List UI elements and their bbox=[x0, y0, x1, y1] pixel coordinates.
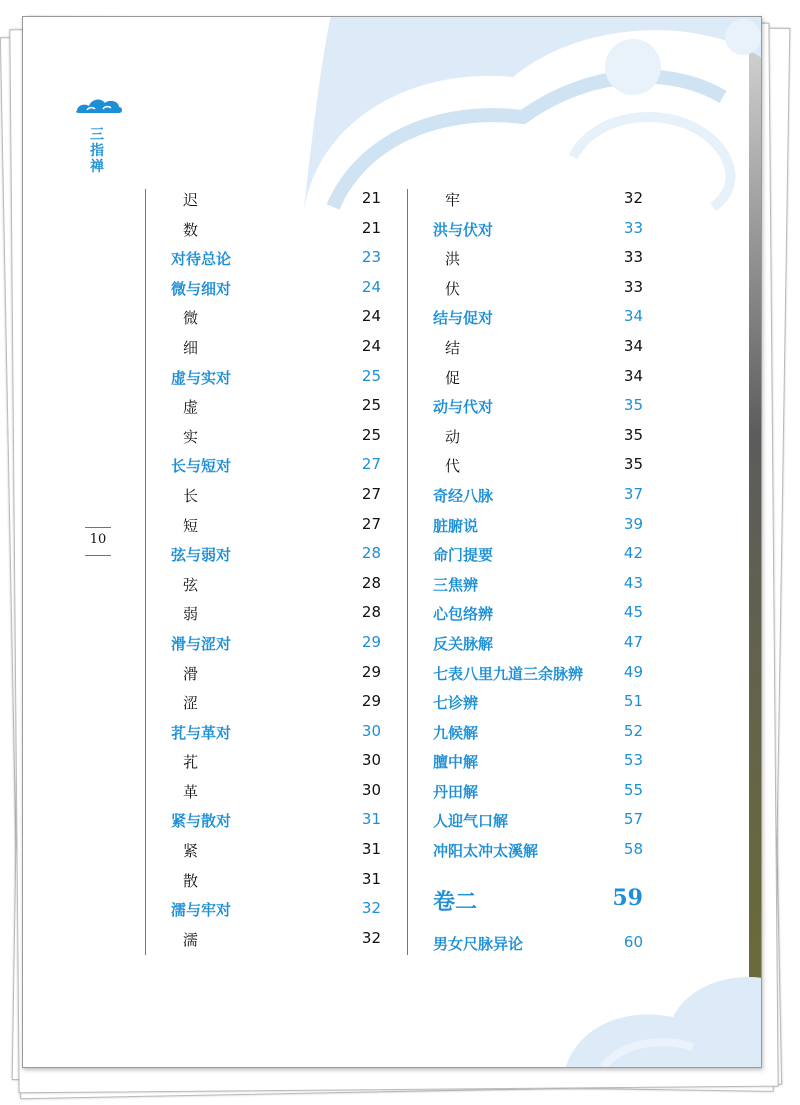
toc-entry-title: 弱 bbox=[183, 605, 199, 624]
toc-entry-page: 60 bbox=[623, 933, 643, 951]
toc-entry-page: 31 bbox=[361, 840, 381, 859]
toc-entry-page: 24 bbox=[361, 307, 381, 326]
toc-entry-page: 34 bbox=[623, 307, 643, 326]
toc-entry-page: 28 bbox=[361, 603, 381, 622]
toc-heading-entry[interactable] bbox=[433, 659, 643, 689]
toc-sub-entry[interactable] bbox=[171, 570, 381, 600]
toc-entry-title: 洪与伏对 bbox=[433, 220, 494, 239]
toc-heading-entry[interactable] bbox=[171, 629, 381, 659]
toc-entry-title: 短 bbox=[183, 516, 199, 535]
toc-heading-entry[interactable] bbox=[433, 540, 643, 570]
toc-entry-title: 膻中解 bbox=[433, 753, 479, 772]
toc-entry-title: 结与促对 bbox=[433, 309, 494, 328]
toc-entry-title: 滑 bbox=[183, 664, 199, 683]
toc-entry-page: 33 bbox=[623, 248, 643, 267]
toc-entry-page: 42 bbox=[623, 544, 643, 563]
toc-sub-entry[interactable] bbox=[171, 747, 381, 777]
toc-entry-title: 人迎气口解 bbox=[433, 812, 509, 831]
toc-heading-entry[interactable] bbox=[433, 570, 643, 600]
toc-entry-page: 25 bbox=[361, 425, 381, 444]
toc-entry-title: 心包络辨 bbox=[433, 605, 494, 624]
toc-entry-title: 七诊辨 bbox=[433, 694, 479, 713]
toc-entry-title: 丹田解 bbox=[433, 782, 479, 801]
toc-entry-page: 35 bbox=[623, 396, 643, 415]
toc-entry-page: 45 bbox=[623, 603, 643, 622]
toc-entry-page: 24 bbox=[361, 336, 381, 355]
toc-entry-title: 九候解 bbox=[433, 723, 479, 742]
toc-sub-entry[interactable] bbox=[171, 215, 381, 245]
toc-entry-title: 革 bbox=[183, 782, 199, 801]
toc-entry-page: 49 bbox=[623, 662, 643, 681]
toc-entry-title: 弦与弱对 bbox=[171, 546, 232, 565]
toc-entry-page: 30 bbox=[361, 751, 381, 770]
toc-entry-title: 反关脉解 bbox=[433, 634, 494, 653]
toc-entry-title: 芤与革对 bbox=[171, 723, 232, 742]
toc-entry-page: 27 bbox=[361, 455, 381, 474]
toc-entry-page: 28 bbox=[361, 544, 381, 563]
toc-entry-title: 洪 bbox=[445, 250, 461, 269]
toc-heading-entry[interactable] bbox=[171, 540, 381, 570]
toc-entry-page: 32 bbox=[623, 189, 643, 207]
running-book-title: 三指禅 bbox=[90, 127, 104, 175]
toc-sub-entry[interactable] bbox=[433, 244, 643, 274]
toc-entry-title: 紧与散对 bbox=[171, 812, 232, 831]
volume-page: 59 bbox=[612, 885, 643, 911]
toc-sub-entry[interactable] bbox=[171, 481, 381, 511]
toc-entry-title: 濡与牢对 bbox=[171, 901, 232, 920]
toc-heading-entry[interactable] bbox=[433, 303, 643, 333]
toc-entry-page: 43 bbox=[623, 573, 643, 592]
toc-sub-entry[interactable] bbox=[171, 866, 381, 896]
toc-heading-entry[interactable] bbox=[433, 215, 643, 245]
toc-sub-entry[interactable] bbox=[433, 274, 643, 304]
toc-entry-page: 31 bbox=[361, 810, 381, 829]
toc-sub-entry[interactable] bbox=[171, 392, 381, 422]
toc-entry-page: 23 bbox=[361, 248, 381, 267]
toc-entry-page: 30 bbox=[361, 780, 381, 799]
toc-entry-title: 紧 bbox=[183, 842, 199, 861]
toc-entry-title: 动与代对 bbox=[433, 398, 494, 417]
toc-sub-entry[interactable] bbox=[433, 451, 643, 481]
toc-heading-entry[interactable] bbox=[433, 392, 643, 422]
toc-heading-entry[interactable] bbox=[171, 895, 381, 925]
toc-sub-entry[interactable] bbox=[433, 363, 643, 393]
toc-entry-title: 散 bbox=[183, 871, 199, 890]
toc-entry-page: 51 bbox=[623, 692, 643, 711]
toc-entry-page: 29 bbox=[361, 662, 381, 681]
toc-heading-entry[interactable] bbox=[171, 806, 381, 836]
toc-entry-page: 32 bbox=[361, 899, 381, 918]
toc-entry-page: 35 bbox=[623, 425, 643, 444]
folio-rule-top bbox=[85, 527, 111, 528]
toc-sub-entry[interactable] bbox=[171, 511, 381, 541]
toc-sub-entry[interactable] bbox=[171, 333, 381, 363]
toc-entry-title: 微与细对 bbox=[171, 279, 232, 298]
toc-right-column bbox=[433, 185, 643, 866]
toc-entry-page: 21 bbox=[361, 218, 381, 237]
toc-entry-page: 30 bbox=[361, 721, 381, 740]
toc-heading-entry[interactable] bbox=[433, 806, 643, 836]
toc-sub-entry[interactable] bbox=[433, 185, 643, 215]
toc-entry-page: 37 bbox=[623, 484, 643, 503]
toc-sub-entry[interactable] bbox=[171, 836, 381, 866]
toc-sub-entry[interactable] bbox=[171, 185, 381, 215]
toc-entry-title: 动 bbox=[445, 427, 461, 446]
toc-entry-title: 滑与涩对 bbox=[171, 634, 232, 653]
toc-entry-page: 29 bbox=[361, 692, 381, 711]
toc-sub-entry[interactable] bbox=[171, 925, 381, 955]
toc-entry-title: 虚 bbox=[183, 398, 199, 417]
toc-entry-page: 21 bbox=[361, 189, 381, 207]
auspicious-cloud-icon bbox=[73, 93, 125, 117]
toc-entry-page: 57 bbox=[623, 810, 643, 829]
toc-volume-heading[interactable] bbox=[433, 885, 643, 919]
toc-heading-entry[interactable] bbox=[171, 718, 381, 748]
toc-entry-title: 弦 bbox=[183, 575, 199, 594]
toc-entry-title: 奇经八脉 bbox=[433, 486, 494, 505]
toc-sub-entry[interactable] bbox=[171, 303, 381, 333]
toc-sub-entry[interactable] bbox=[433, 422, 643, 452]
toc-sub-entry[interactable] bbox=[171, 599, 381, 629]
toc-entry-title: 脏腑说 bbox=[433, 516, 479, 535]
toc-entry-title: 涩 bbox=[183, 694, 199, 713]
toc-entry-page: 34 bbox=[623, 366, 643, 385]
toc-entry-page: 52 bbox=[623, 721, 643, 740]
page-number: 10 bbox=[89, 532, 107, 547]
cloud-pattern-icon bbox=[563, 957, 762, 1068]
toc-entry-page: 55 bbox=[623, 780, 643, 799]
toc-entry-page: 34 bbox=[623, 336, 643, 355]
toc-entry-title: 七表八里九道三余脉辨 bbox=[433, 664, 584, 683]
toc-entry-page: 39 bbox=[623, 514, 643, 533]
toc-entry-title: 实 bbox=[183, 427, 199, 446]
toc-entry-page: 58 bbox=[623, 840, 643, 859]
toc-entry-title: 芤 bbox=[183, 753, 199, 772]
book-page bbox=[22, 16, 762, 1068]
toc-heading-entry[interactable] bbox=[171, 451, 381, 481]
toc-heading-entry[interactable] bbox=[433, 481, 643, 511]
toc-entry-title: 代 bbox=[445, 457, 461, 476]
folio-rule-bottom bbox=[85, 555, 111, 556]
toc-entry-page: 29 bbox=[361, 632, 381, 651]
toc-heading-entry[interactable] bbox=[433, 688, 643, 718]
left-column-rule bbox=[145, 189, 146, 955]
toc-heading-entry[interactable] bbox=[433, 511, 643, 541]
toc-entry-title: 结 bbox=[445, 338, 461, 357]
toc-heading-entry[interactable] bbox=[433, 747, 643, 777]
toc-entry-page: 27 bbox=[361, 484, 381, 503]
toc-entry-page: 31 bbox=[361, 869, 381, 888]
toc-entry-title: 男女尺脉异论 bbox=[433, 935, 524, 953]
toc-sub-entry[interactable] bbox=[433, 333, 643, 363]
toc-heading-entry[interactable] bbox=[171, 363, 381, 393]
toc-heading-entry[interactable] bbox=[433, 777, 643, 807]
toc-entry-page: 28 bbox=[361, 573, 381, 592]
toc-entry-page: 25 bbox=[361, 366, 381, 385]
toc-entry-page: 33 bbox=[623, 218, 643, 237]
toc-entry-title: 长与短对 bbox=[171, 457, 232, 476]
toc-entry-page: 32 bbox=[361, 928, 381, 947]
toc-entry-title: 微 bbox=[183, 309, 199, 328]
toc-entry-title: 三焦辨 bbox=[433, 575, 479, 594]
toc-entry-page: 47 bbox=[623, 632, 643, 651]
volume-title: 卷二 bbox=[433, 889, 478, 915]
toc-entry-page: 24 bbox=[361, 277, 381, 296]
toc-entry-page: 35 bbox=[623, 455, 643, 474]
toc-sub-entry[interactable] bbox=[171, 659, 381, 689]
toc-entry-title: 伏 bbox=[445, 279, 461, 298]
toc-entry-title: 对待总论 bbox=[171, 250, 232, 269]
toc-heading-entry[interactable] bbox=[433, 718, 643, 748]
toc-entry-title: 冲阳太冲太溪解 bbox=[433, 842, 539, 861]
toc-entry-title: 促 bbox=[445, 368, 461, 387]
toc-entry-title: 虚与实对 bbox=[171, 368, 232, 387]
toc-entry-title: 迟 bbox=[183, 191, 199, 209]
toc-heading-entry[interactable] bbox=[433, 599, 643, 629]
toc-entry-page: 27 bbox=[361, 514, 381, 533]
toc-entry-page: 25 bbox=[361, 396, 381, 415]
toc-entry-title: 命门提要 bbox=[433, 546, 494, 565]
toc-entry-title: 濡 bbox=[183, 930, 199, 949]
toc-entry-title: 牢 bbox=[445, 191, 461, 209]
toc-entry-page: 53 bbox=[623, 751, 643, 770]
toc-entry-title: 长 bbox=[183, 486, 199, 505]
toc-entry[interactable] bbox=[433, 929, 643, 958]
toc-sub-entry[interactable] bbox=[171, 422, 381, 452]
toc-sub-entry[interactable] bbox=[171, 777, 381, 807]
right-column-rule bbox=[407, 189, 408, 955]
toc-heading-entry[interactable] bbox=[433, 836, 643, 866]
toc-entry-title: 数 bbox=[183, 220, 199, 239]
toc-heading-entry[interactable] bbox=[171, 274, 381, 304]
toc-sub-entry[interactable] bbox=[171, 688, 381, 718]
toc-entry-page: 33 bbox=[623, 277, 643, 296]
toc-heading-entry[interactable] bbox=[433, 629, 643, 659]
toc-entry-title: 细 bbox=[183, 338, 199, 357]
toc-heading-entry[interactable] bbox=[171, 244, 381, 274]
toc-left-column bbox=[171, 185, 381, 954]
